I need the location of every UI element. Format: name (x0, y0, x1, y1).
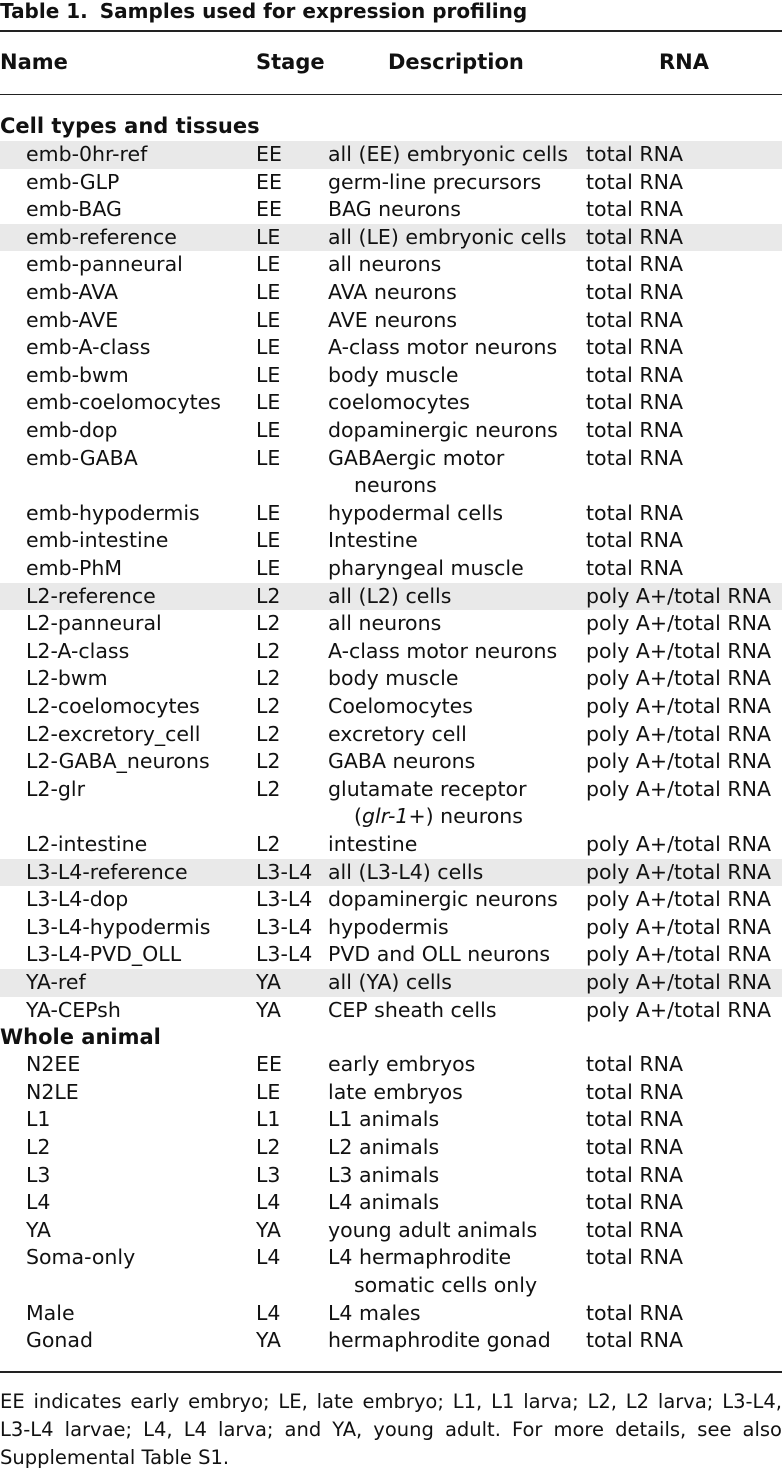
table-row (0, 721, 782, 749)
sample-name: L2-bwm (26, 666, 108, 691)
table-row (0, 251, 782, 279)
description-line: young adult animals (328, 1217, 538, 1242)
table-row (0, 665, 782, 693)
sample-name: L2-coelomocytes (26, 694, 200, 718)
sample-stage: YA (256, 997, 281, 1022)
sample-stage: LE (256, 224, 281, 249)
sample-stage: LE (256, 362, 281, 387)
sample-name: L2-reference (26, 583, 156, 608)
sample-description (328, 638, 578, 666)
description-line: AVA neurons (328, 280, 457, 304)
header-rna: RNA (659, 50, 709, 74)
section-cell-types: Cell types and tissues (0, 114, 260, 138)
sample-stage: L3-L4 (256, 942, 313, 967)
sample-description (328, 1189, 578, 1217)
table-row (0, 693, 782, 721)
sample-description (328, 665, 578, 693)
description-line: all (LE) embryonic cells (328, 224, 567, 249)
sample-stage: L2 (256, 1135, 281, 1159)
description-line: early embryos (328, 1052, 476, 1077)
sample-description (328, 224, 578, 252)
sample-rna: total RNA (586, 1190, 683, 1215)
sample-rna: poly A+/total RNA (586, 638, 772, 663)
sample-description (328, 169, 578, 197)
sample-description (328, 831, 578, 859)
description-line: L4 animals (328, 1190, 440, 1215)
description-line: excretory cell (328, 721, 467, 746)
table-row (0, 1106, 782, 1134)
sample-rna: total RNA (586, 335, 683, 360)
sample-name: Male (26, 1300, 75, 1325)
sample-description (328, 776, 578, 831)
sample-stage: YA (256, 1217, 281, 1242)
sample-stage: LE (256, 252, 281, 277)
description-line: dopaminergic neurons (328, 418, 558, 442)
sample-name: Gonad (26, 1328, 93, 1353)
sample-name: emb-coelomocytes (26, 390, 221, 415)
sample-description (328, 445, 578, 500)
table-row (0, 1300, 782, 1328)
description-line: hypodermis (328, 914, 449, 939)
sample-name: L3-L4-PVD_OLL (26, 942, 182, 967)
sample-rna: poly A+/total RNA (586, 914, 772, 939)
sample-description (328, 693, 578, 721)
sample-name: emb-GABA (26, 445, 138, 470)
table-row (0, 1217, 782, 1245)
sample-stage: L2 (256, 638, 281, 663)
table-caption: Samples used for expression profiling (99, 0, 528, 23)
table-row (0, 638, 782, 666)
sample-description (328, 389, 578, 417)
sample-rna: total RNA (586, 528, 683, 553)
description-line: body muscle (328, 362, 459, 387)
description-line: hypodermal cells (328, 500, 504, 525)
description-line: GABA neurons (328, 749, 476, 774)
table-row (0, 1162, 782, 1190)
sample-stage: L3 (256, 1162, 281, 1187)
sample-description (328, 527, 578, 555)
sample-name: emb-dop (26, 418, 118, 442)
sample-stage: LE (256, 335, 281, 360)
sample-name: L1 (26, 1107, 51, 1132)
sample-stage: L3-L4 (256, 914, 313, 939)
description-line: all neurons (328, 252, 442, 277)
description-line: all (EE) embryonic cells (328, 142, 569, 166)
sample-stage: L3-L4 (256, 887, 313, 912)
sample-rna: total RNA (586, 1328, 683, 1353)
sample-stage: LE (256, 500, 281, 525)
sample-rna: total RNA (586, 142, 683, 166)
description-line: Intestine (328, 528, 418, 553)
sample-stage: L2 (256, 776, 281, 801)
table-row (0, 1134, 782, 1162)
top-rule (0, 30, 782, 32)
table-row (0, 941, 782, 969)
table-row (0, 389, 782, 417)
sample-rna: total RNA (586, 418, 683, 442)
description-line: Coelomocytes (328, 694, 473, 718)
sample-rna: poly A+/total RNA (586, 721, 772, 746)
description-continuation: somatic cells only (354, 1272, 538, 1297)
table-row (0, 886, 782, 914)
table-row (0, 776, 782, 831)
sample-rna: total RNA (586, 169, 683, 194)
description-line: L4 hermaphrodite (328, 1245, 512, 1270)
sample-rna: total RNA (586, 500, 683, 525)
sample-rna: total RNA (586, 252, 683, 277)
description-line: late embryos (328, 1079, 463, 1104)
table-row (0, 500, 782, 528)
table-row (0, 1244, 782, 1299)
description-line: all (L2) cells (328, 583, 452, 608)
sample-rna: total RNA (586, 197, 683, 222)
sample-rna: total RNA (586, 1135, 683, 1159)
sample-stage: EE (256, 169, 282, 194)
sample-rna: poly A+/total RNA (586, 887, 772, 912)
description-line: all (L3-L4) cells (328, 859, 484, 884)
sample-description (328, 914, 578, 942)
description-line: intestine (328, 832, 418, 856)
sample-name: N2LE (26, 1079, 79, 1104)
description-line: CEP sheath cells (328, 997, 497, 1022)
sample-stage: YA (256, 970, 281, 994)
table-row (0, 1327, 782, 1355)
sample-name: emb-A-class (26, 335, 151, 360)
sample-description (328, 969, 578, 997)
sample-description (328, 1106, 578, 1134)
sample-description (328, 334, 578, 362)
sample-rna: total RNA (586, 1079, 683, 1104)
description-line: A-class motor neurons (328, 335, 558, 360)
description-continuation (328, 803, 578, 831)
table-row (0, 279, 782, 307)
sample-description (328, 1079, 578, 1107)
sample-description (328, 1217, 578, 1245)
table-row (0, 1079, 782, 1107)
sample-stage: L2 (256, 749, 281, 774)
description-line: body muscle (328, 666, 459, 691)
sample-description (328, 251, 578, 279)
sample-stage: EE (256, 1052, 282, 1077)
sample-rna: total RNA (586, 556, 683, 580)
description-line: BAG neurons (328, 197, 461, 222)
sample-rna: total RNA (586, 1300, 683, 1325)
sample-description (328, 1162, 578, 1190)
description-line: dopaminergic neurons (328, 887, 558, 912)
sample-stage: L2 (256, 611, 281, 636)
sample-stage: LE (256, 390, 281, 415)
description-line: all neurons (328, 611, 442, 636)
table-row (0, 748, 782, 776)
sample-rna: total RNA (586, 362, 683, 387)
sample-description (328, 859, 578, 887)
description-line: L4 males (328, 1300, 421, 1325)
sample-rna: poly A+/total RNA (586, 942, 772, 967)
description-line: L3 animals (328, 1162, 440, 1187)
sample-name: L3-L4-reference (26, 859, 188, 884)
description-line: A-class motor neurons (328, 638, 558, 663)
description-line: all (YA) cells (328, 970, 452, 994)
sample-name: emb-0hr-ref (26, 142, 148, 166)
sample-name: L3-L4-dop (26, 887, 129, 912)
table-number: Table 1. (0, 0, 88, 23)
sample-name: emb-GLP (26, 169, 120, 194)
sample-rna: total RNA (586, 1052, 683, 1077)
sample-stage: L2 (256, 583, 281, 608)
sample-name: Soma-only (26, 1245, 136, 1270)
table-row (0, 169, 782, 197)
table-row (0, 583, 782, 611)
sample-stage: L4 (256, 1300, 281, 1325)
sample-name: L2-excretory_cell (26, 721, 201, 746)
sample-stage: L3-L4 (256, 859, 313, 884)
sample-description (328, 1051, 578, 1079)
description-line: L1 animals (328, 1107, 440, 1132)
sample-stage: LE (256, 307, 281, 332)
sample-name: emb-intestine (26, 528, 169, 553)
gene-name: glr-1 (362, 804, 409, 829)
sample-description (328, 196, 578, 224)
sample-stage: L2 (256, 832, 281, 856)
table-title (0, 0, 527, 22)
description-prefix: ( (354, 804, 362, 829)
table-row (0, 831, 782, 859)
description-line: germ-line precursors (328, 169, 542, 194)
sample-description (328, 721, 578, 749)
sample-description (328, 610, 578, 638)
sample-stage: EE (256, 142, 282, 166)
sample-description (328, 362, 578, 390)
bottom-rule (0, 1371, 782, 1373)
sample-name: YA-CEPsh (26, 997, 121, 1022)
sample-stage: LE (256, 418, 281, 442)
description-line: PVD and OLL neurons (328, 942, 551, 967)
sample-name: L3 (26, 1162, 51, 1187)
sample-name: emb-hypodermis (26, 500, 200, 525)
sample-rna: total RNA (586, 1107, 683, 1132)
sample-stage: LE (256, 280, 281, 304)
sample-name: YA-ref (26, 970, 86, 994)
table-row (0, 997, 782, 1025)
sample-description (328, 1300, 578, 1328)
sample-stage: LE (256, 1079, 281, 1104)
sample-rna: poly A+/total RNA (586, 970, 772, 994)
sample-name: L2-intestine (26, 832, 148, 856)
description-continuation: neurons (354, 473, 437, 498)
sample-rna: total RNA (586, 224, 683, 249)
sample-description (328, 307, 578, 335)
sample-description (328, 500, 578, 528)
table-row (0, 334, 782, 362)
sample-name: YA (26, 1217, 51, 1242)
sample-rna: poly A+/total RNA (586, 776, 772, 801)
table-row (0, 610, 782, 638)
sample-description (328, 1134, 578, 1162)
header-stage: Stage (256, 50, 325, 74)
sample-rna: total RNA (586, 445, 683, 470)
table-row (0, 914, 782, 942)
sample-name: emb-AVA (26, 280, 118, 304)
sample-name: emb-reference (26, 224, 177, 249)
table-row (0, 141, 782, 169)
sample-name: emb-panneural (26, 252, 183, 277)
sample-stage: YA (256, 1328, 281, 1353)
description-line: coelomocytes (328, 390, 470, 415)
description-line: hermaphrodite gonad (328, 1328, 551, 1353)
sample-name: emb-bwm (26, 362, 129, 387)
sample-description (328, 583, 578, 611)
description-line: AVE neurons (328, 307, 457, 332)
table-row (0, 445, 782, 500)
table-row (0, 224, 782, 252)
table-row (0, 362, 782, 390)
header-description: Description (388, 50, 524, 74)
sample-rna: poly A+/total RNA (586, 832, 772, 856)
table-row (0, 969, 782, 997)
table-footnote: EE indicates early embryo; LE, late embryo; L1, L1 larva; L2, L2 larva; L3-L4, L3-L4 larvae; L4, L4 larva; and YA, young adult. For more details, see also Supplemental Table S1. (0, 1390, 782, 1469)
sample-description (328, 997, 578, 1025)
description-line: pharyngeal muscle (328, 556, 524, 580)
sample-rna: poly A+/total RNA (586, 611, 772, 636)
sample-name: emb-AVE (26, 307, 119, 332)
sample-description (328, 141, 578, 169)
sample-rna: poly A+/total RNA (586, 666, 772, 691)
table-row (0, 555, 782, 583)
sample-rna: total RNA (586, 1245, 683, 1270)
sample-name: L2 (26, 1135, 51, 1159)
sample-name: N2EE (26, 1052, 81, 1077)
table-row (0, 417, 782, 445)
sample-rna: total RNA (586, 280, 683, 304)
sample-rna: poly A+/total RNA (586, 859, 772, 884)
table-row (0, 307, 782, 335)
table-row (0, 527, 782, 555)
sample-stage: EE (256, 197, 282, 222)
sample-description (328, 886, 578, 914)
sample-stage: LE (256, 528, 281, 553)
sample-rna: total RNA (586, 1217, 683, 1242)
sample-stage: L2 (256, 666, 281, 691)
description-line: L2 animals (328, 1135, 440, 1159)
description-suffix: +) neurons (408, 804, 523, 829)
sample-name: L2-panneural (26, 611, 162, 636)
sample-stage: L2 (256, 721, 281, 746)
table-row (0, 1189, 782, 1217)
sample-description (328, 417, 578, 445)
sample-rna: poly A+/total RNA (586, 997, 772, 1022)
sample-description (328, 941, 578, 969)
sample-description (328, 1327, 578, 1355)
sample-description (328, 279, 578, 307)
sample-rna: total RNA (586, 1162, 683, 1187)
sample-stage: L2 (256, 694, 281, 718)
sample-stage: L4 (256, 1245, 281, 1270)
sample-name: L3-L4-hypodermis (26, 914, 211, 939)
sample-stage: L1 (256, 1107, 281, 1132)
sample-stage: L4 (256, 1190, 281, 1215)
sample-name: L2-GABA_neurons (26, 749, 210, 774)
sample-description (328, 748, 578, 776)
sample-stage: LE (256, 445, 281, 470)
sample-description (328, 1244, 578, 1299)
sample-stage: LE (256, 556, 281, 580)
header-rule (0, 94, 782, 95)
table-row (0, 196, 782, 224)
section-whole-animal: Whole animal (0, 1025, 161, 1050)
sample-name: L2-glr (26, 776, 85, 801)
sample-rna: poly A+/total RNA (586, 583, 772, 608)
sample-description (328, 555, 578, 583)
sample-rna: poly A+/total RNA (586, 749, 772, 774)
sample-name: L4 (26, 1190, 51, 1215)
sample-rna: total RNA (586, 390, 683, 415)
table-row (0, 859, 782, 887)
header-name: Name (0, 50, 68, 74)
sample-name: emb-PhM (26, 556, 123, 580)
sample-rna: total RNA (586, 307, 683, 332)
sample-rna: poly A+/total RNA (586, 694, 772, 718)
sample-name: L2-A-class (26, 638, 130, 663)
description-line: glutamate receptor (328, 776, 527, 801)
sample-name: emb-BAG (26, 197, 122, 222)
description-line: GABAergic motor (328, 445, 505, 470)
table-row (0, 1051, 782, 1079)
